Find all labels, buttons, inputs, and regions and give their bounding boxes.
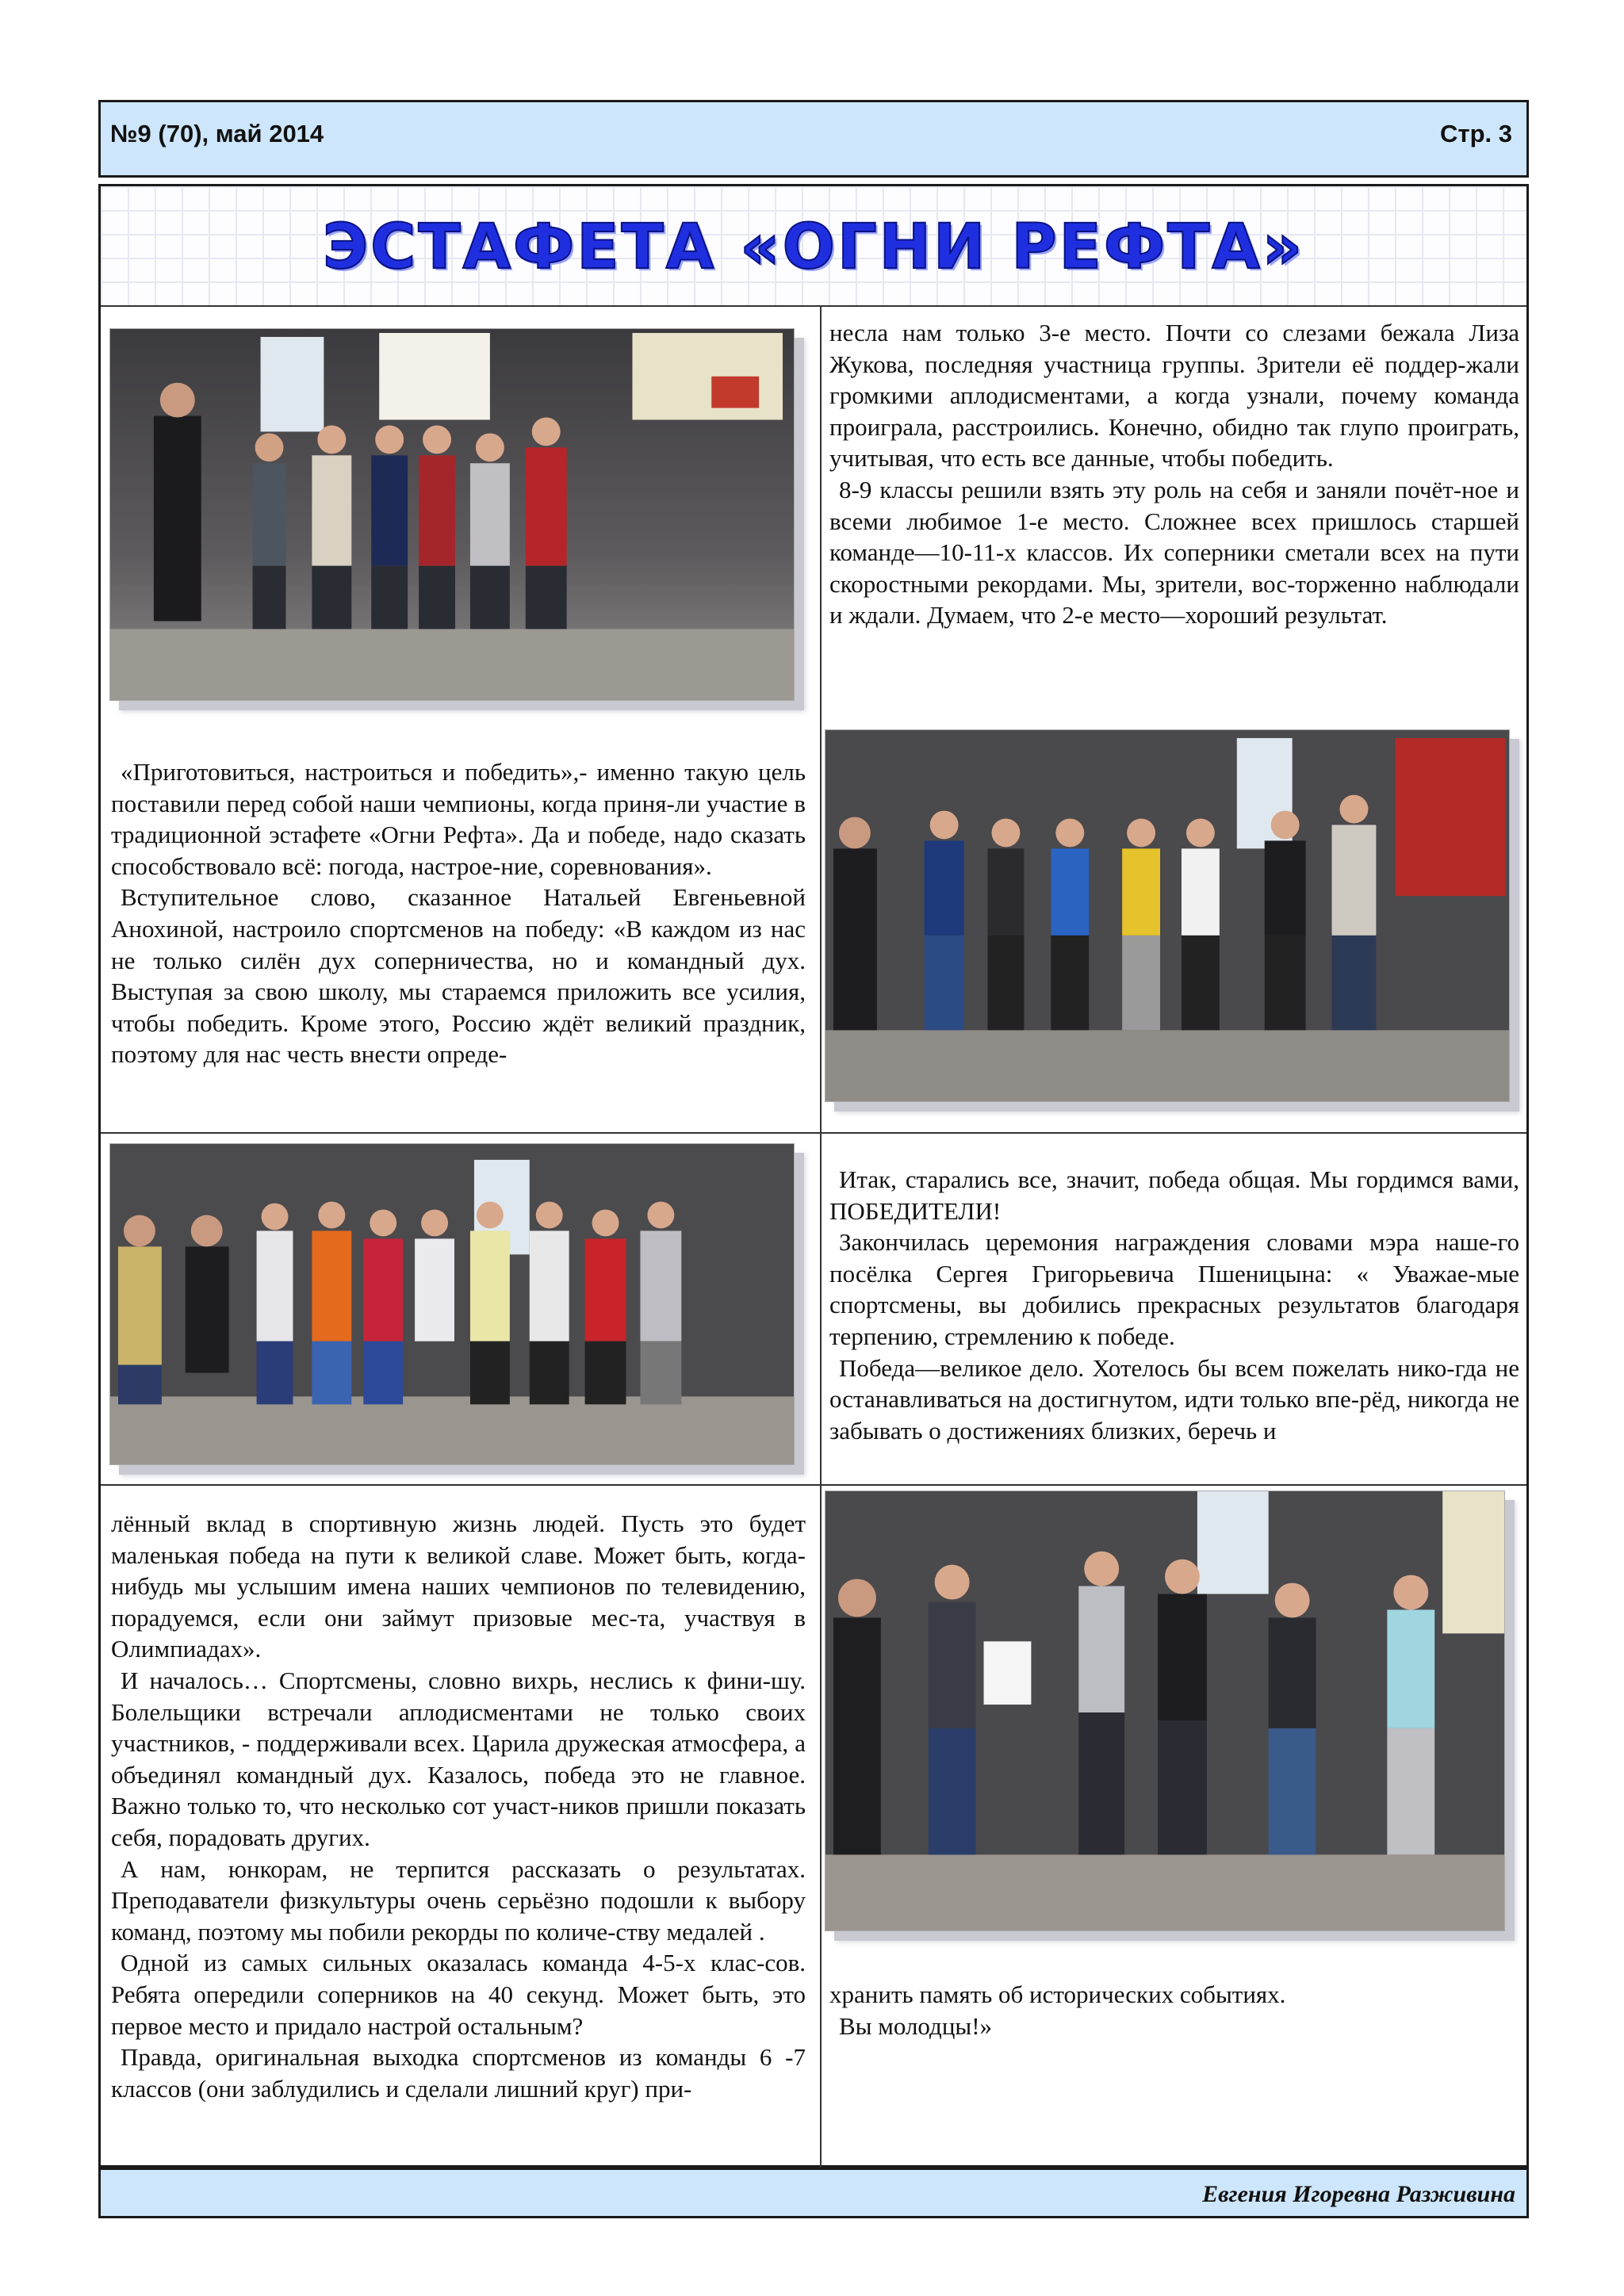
paragraph: Одной из самых сильных оказалась команда 4-5-х клас-сов. Ребята опередили соперников на 40 секунд. Может быть, это первое место и придало настрой остальным? <box>111 1949 806 2040</box>
article-text-block-4 <box>111 1508 806 2150</box>
row-divider <box>101 1132 1526 1134</box>
photo-team-8-9 <box>825 729 1510 1102</box>
paragraph: «Приготовиться, настроиться и победить»,- именно такую цель поставили перед собой наши чемпионы, когда приня-ли участие в традиционной эстафете «Огни Рефта». Да и победе, надо сказать способствовало всё: погода, настрое-ние, соревнования». <box>111 758 806 880</box>
issue-header-bar <box>98 100 1529 178</box>
photo-team-6-7 <box>109 1143 795 1465</box>
photo-team-10-11 <box>825 1490 1505 1931</box>
paragraph: И началось… Спортсмены, словно вихрь, неслись к фини-шу. Болельщики встречали аплодисментами не только своих участников, - поддерживали всех. Царила дружеская атмосфера, а объединял командный дух. Казалось, победа это не главное. Важно только то, что несколько сот участ-ников пришли показать себя, порадовать других. <box>111 1666 806 1851</box>
article-author: Евгения Игоревна Разживина <box>1202 2181 1515 2207</box>
paragraph: несла нам только 3-е место. Почти со слезами бежала Лиза Жукова, последняя участница группы. Зрители её поддер-жали громкими аплодисментами, а когда узнали, почему команда проиграла, расстроились. Конечно, обидно так глупо проиграть, учитывая, что есть все данные, чтобы победить. <box>829 319 1519 473</box>
article-text-block-3 <box>829 1164 1519 1465</box>
paragraph: Правда, оригинальная выходка спортсменов из команды 6 -7 классов (они заблудились и сделали лишний круг) при- <box>111 2043 806 2103</box>
paragraph: Итак, старались все, значит, победа общая. Мы гордимся вами, ПОБЕДИТЕЛИ! <box>829 1165 1519 1225</box>
paragraph: Победа—великое дело. Хотелось бы всем пожелать нико-гда не останавливаться на достигнутом, идти только впе-рёд, никогда не забывать о достижениях близких, беречь и <box>829 1353 1519 1445</box>
paragraph: 8-9 классы решили взять эту роль на себя и заняли почёт-ное и всеми любимое 1-е место. Сложнее всех пришлось старшей команде—10-11-х классов. Их соперники сметали всех на пути скоростными рекордами. Мы, зрители, вос-торженно наблюдали и ждали. Думаем, что 2-е место—хороший результат. <box>829 475 1519 629</box>
paragraph: А нам, юнкорам, не терпится рассказать о результатах. Преподаватели физкультуры очень серьёзно подошли к выбору команд, поэтому мы побили рекорды по количе-ству медалей . <box>111 1854 806 1946</box>
article-text-block-2 <box>111 756 806 1105</box>
issue-number: №9 (70), май 2014 <box>110 120 324 147</box>
column-divider <box>820 307 822 2168</box>
paragraph: Вы молодцы!» <box>839 2011 993 2040</box>
article-text-block-1 <box>829 317 1519 698</box>
paragraph: Закончилась церемония награждения словами мэра наше-го посёлка Сергея Григорьевича Пшеницына: « Уважае-мые спортсмены, вы добились прекрасных результатов благодаря терпению, стремлению к победе. <box>829 1228 1519 1350</box>
article-title: ЭСТАФЕТА «ОГНИ РЕФТА» <box>322 212 1305 283</box>
title-banner <box>101 186 1526 307</box>
paragraph: лённый вклад в спортивную жизнь людей. Пусть это будет маленькая победа на пути к великой славе. Может быть, когда-нибудь мы услышим имена наших чемпионов по телевидению, порадуемся, если они займут призовые мес-та, участвуя в Олимпиадах». <box>111 1510 806 1663</box>
paragraph: Вступительное слово, сказанное Натальей Евгеньевной Анохиной, настроило спортсменов на победу: «В каждом из нас не только силён дух соперничества, но и командный дух. Выступая за свою школу, мы стараемся приложить все усилия, чтобы победить. Кроме этого, Россию ждёт великий праздник, поэтому для нас честь внести опреде- <box>111 883 806 1069</box>
paragraph: хранить память об исторических событиях. <box>829 1980 1286 2008</box>
article-text-block-5 <box>829 1979 1519 2058</box>
row-divider <box>101 1484 1526 1486</box>
photo-team-4-5 <box>109 328 795 701</box>
footer-bar <box>98 2168 1529 2218</box>
page-number: Стр. 3 <box>1440 120 1512 147</box>
